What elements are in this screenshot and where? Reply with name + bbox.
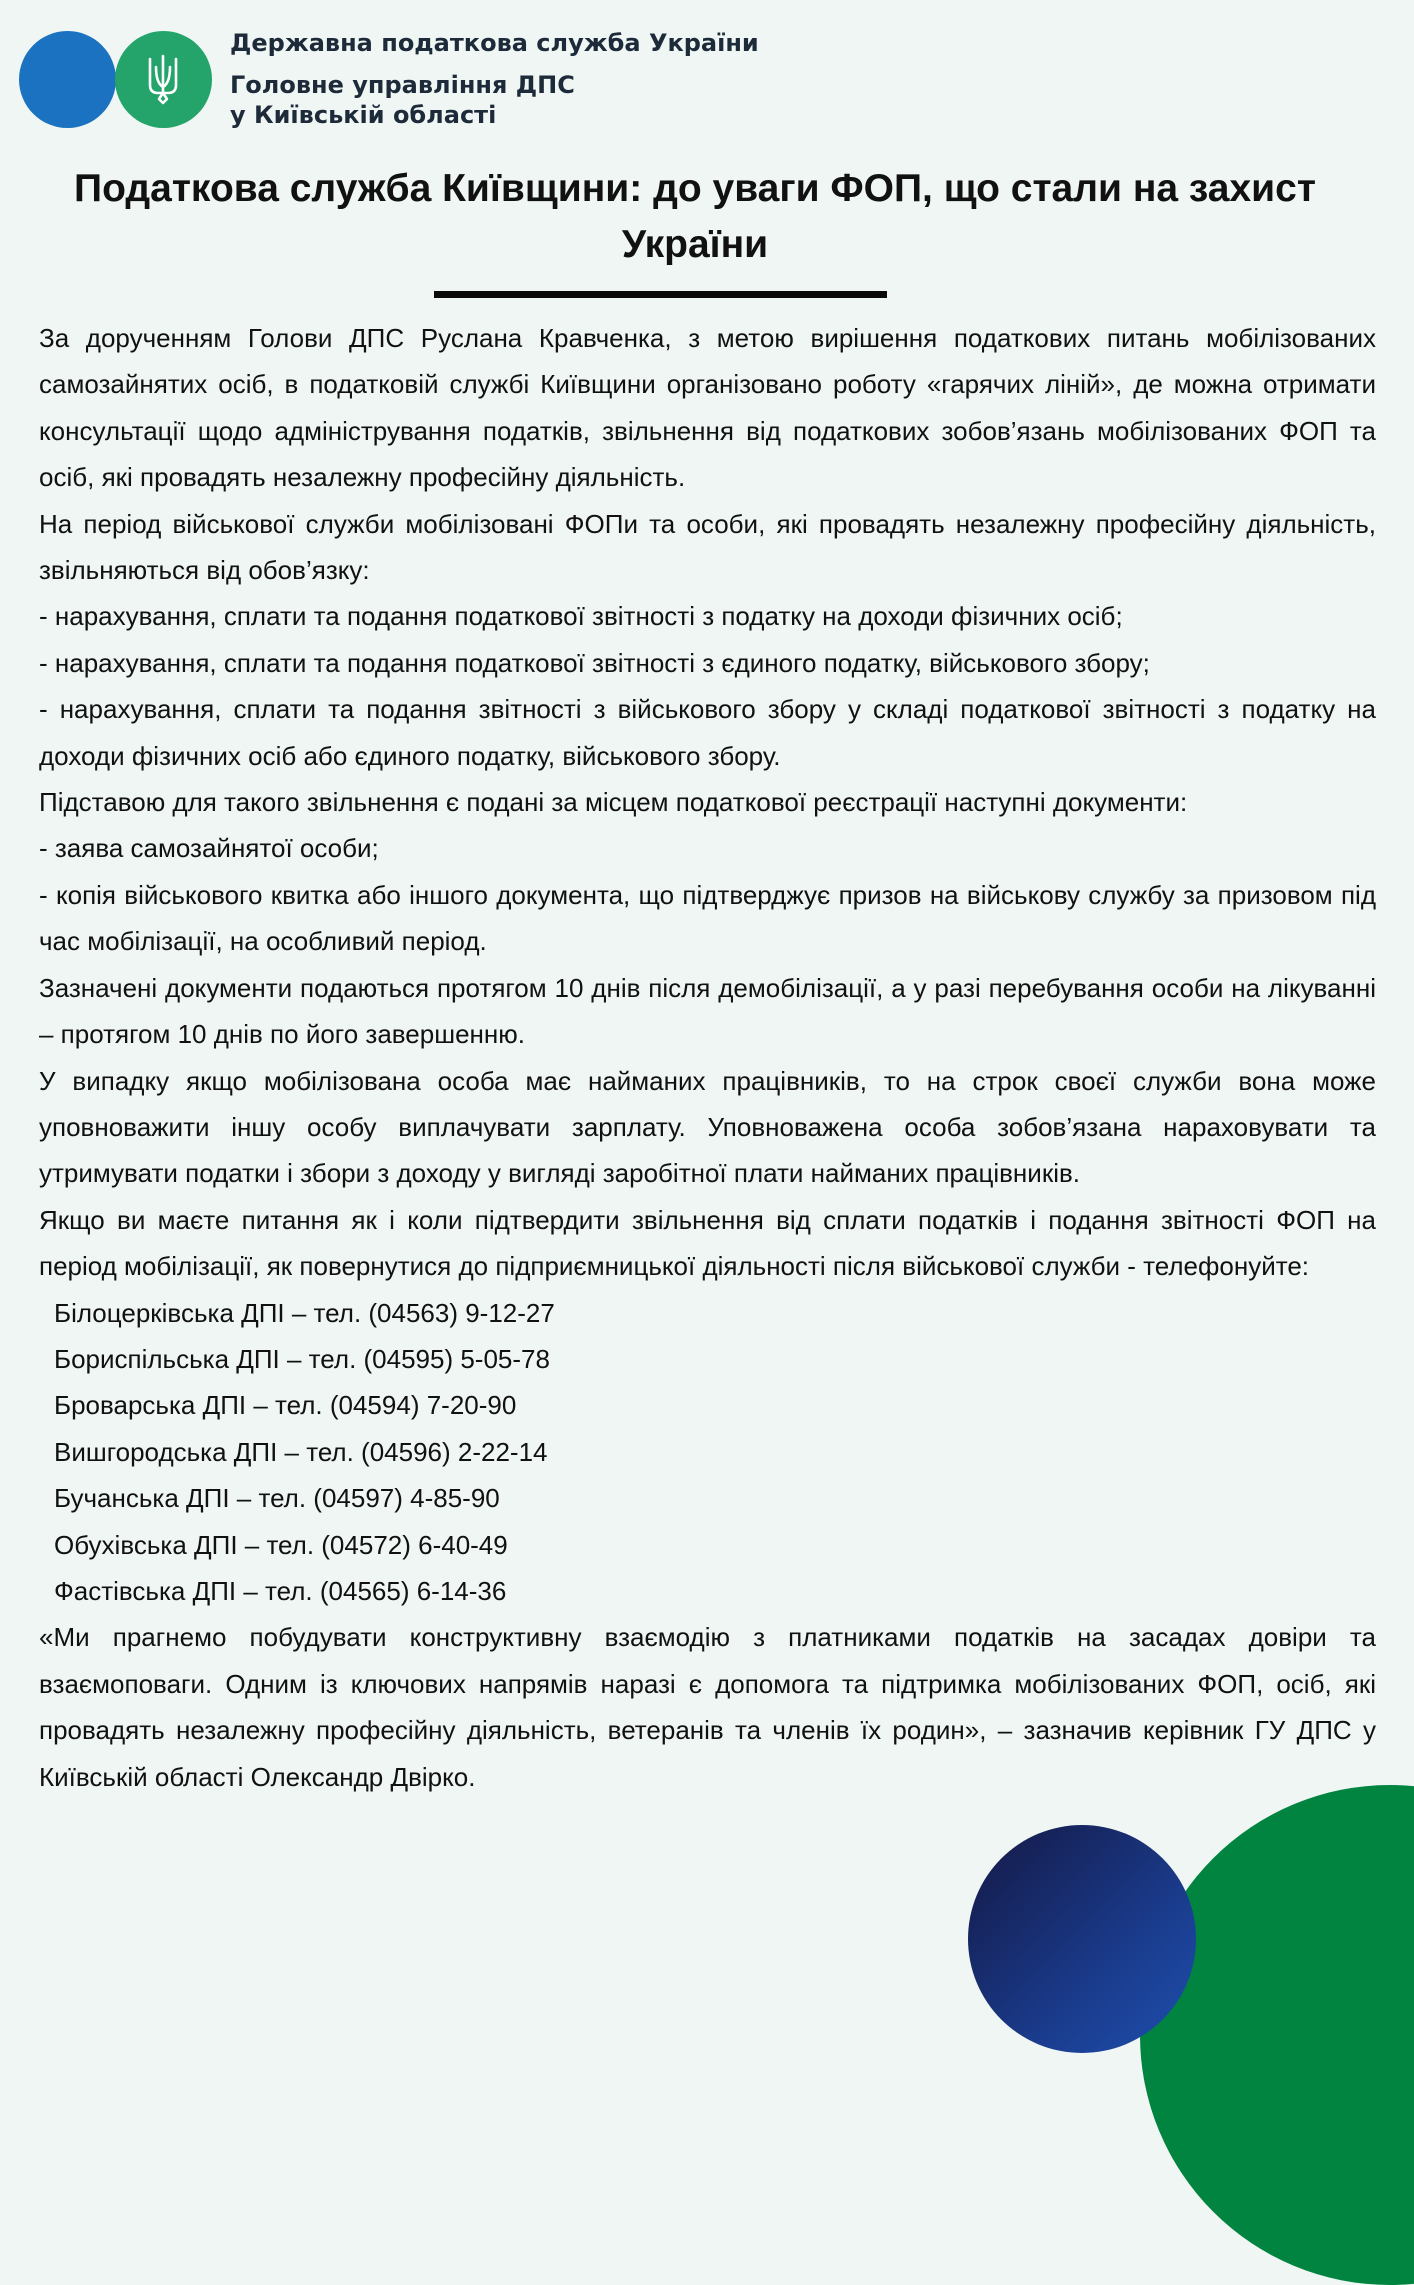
list-item: - нарахування, сплати та подання звітності з військового збору у складі податкової звітності з податку на доходи фізичних осіб або єдиного податку, військового збору. xyxy=(39,694,1376,771)
paragraph-basis: Підставою для такого звільнення є подані за місцем податкової реєстрації наступні документи: xyxy=(39,787,1188,818)
phone-item: Бориспільська ДПІ – тел. (04595) 5-05-78 xyxy=(54,1343,550,1374)
phone-item: Вишгородська ДПІ – тел. (04596) 2-22-14 xyxy=(54,1436,548,1467)
decorative-green-circle xyxy=(1140,1785,1414,2285)
logo-green-circle xyxy=(115,31,212,128)
list-item: - нарахування, сплати та подання податкової звітності з податку на доходи фізичних осіб; xyxy=(39,601,1123,632)
list-item: - заява самозайнятої особи; xyxy=(39,833,379,864)
trident-icon xyxy=(146,53,180,105)
page-title: Податкова служба Київщини: до уваги ФОП, що стали на захист України xyxy=(74,167,1316,266)
phone-item: Броварська ДПІ – тел. (04594) 7-20-90 xyxy=(54,1390,517,1421)
phone-item: Білоцерківська ДПІ – тел. (04563) 9-12-27 xyxy=(54,1297,555,1328)
org-header xyxy=(230,28,759,130)
title-divider xyxy=(434,291,887,298)
phone-item: Фастівська ДПІ – тел. (04565) 6-14-36 xyxy=(54,1575,507,1606)
article-body xyxy=(39,315,1376,1800)
phone-item: Бучанська ДПІ – тел. (04597) 4-85-90 xyxy=(54,1483,500,1514)
list-item: - нарахування, сплати та подання податкової звітності з єдиного податку, військового збору; xyxy=(39,647,1150,678)
paragraph-employees: У випадку якщо мобілізована особа має найманих працівників, то на строк своєї служби вона може уповноважити іншу особу виплачувати зарплату. Уповноважена особа зобов’язана нараховувати та утримувати податки і збори з доходу у вигляді заробітної плати найманих працівників. xyxy=(39,1065,1376,1189)
logo-blue-circle xyxy=(19,31,116,128)
org-region: у Київській області xyxy=(230,101,497,129)
decorative-navy-circle xyxy=(968,1825,1196,2053)
org-name: Державна податкова служба України xyxy=(230,29,759,57)
paragraph-deadline: Зазначені документи подаються протягом 10 днів після демобілізації, а у разі перебування особи на лікуванні – протягом 10 днів по його завершенню. xyxy=(39,972,1376,1050)
paragraph-intro: За дорученням Голови ДПС Руслана Кравченка, з метою вирішення податкових питань мобілізованих самозайнятих осіб, в податковій службі Київщини організовано роботу «гарячих ліній», де можна отримати консультації щодо адміністрування податків, звільнення від податкових зобов’язань мобілізованих ФОП та осіб, які провадять незалежну професійну діяльність. xyxy=(39,323,1376,493)
list-item: - копія військового квитка або іншого документа, що підтверджує призов на військову службу за призовом під час мобілізації, на особливий період. xyxy=(39,879,1376,957)
paragraph-contacts: Якщо ви маєте питання як і коли підтвердити звільнення від сплати податків і подання звітності ФОП на період мобілізації, як повернутися до підприємницької діяльності після військової служби - телефонуйте: xyxy=(39,1204,1376,1282)
paragraph-exemption: На період військової служби мобілізовані ФОПи та особи, які провадять незалежну професійну діяльність, звільняються від обов’язку: xyxy=(39,508,1376,586)
phone-item: Обухівська ДПІ – тел. (04572) 6-40-49 xyxy=(54,1529,508,1560)
quote: «Ми прагнемо побудувати конструктивну взаємодію з платниками податків на засадах довіри та взаємоповаги. Одним із ключових напрямів наразі є допомога та підтримка мобілізованих ФОП, осіб, які провадять незалежну професійну діяльність, ветеранів та членів їх родин», – зазначив керівник ГУ ДПС у Київській області Олександр Двірко. xyxy=(39,1622,1376,1792)
org-department: Головне управління ДПС xyxy=(230,71,575,99)
